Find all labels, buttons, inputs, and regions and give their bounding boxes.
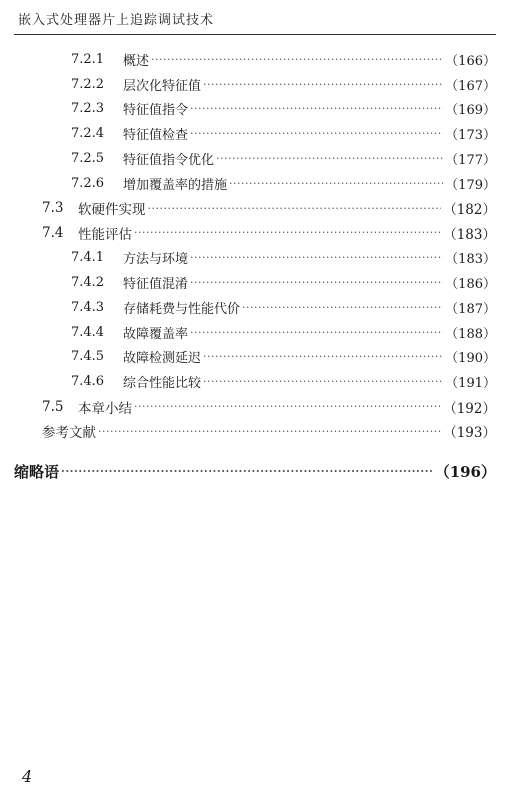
leader-dots — [98, 425, 441, 438]
leader-dots — [134, 226, 441, 239]
toc-title: 本章小结 — [78, 400, 132, 417]
leader-dots — [190, 326, 443, 339]
toc-entry-7-4-2[interactable] — [0, 270, 510, 295]
toc-page: （196） — [434, 463, 496, 482]
toc-title: 特征值指令 — [123, 103, 189, 119]
toc-page: （190） — [445, 351, 496, 367]
toc-entry-references[interactable] — [0, 419, 510, 444]
toc-page: （186） — [445, 277, 496, 293]
toc-entry-7-2-4[interactable] — [0, 121, 510, 146]
toc-title: 综合性能比较 — [123, 376, 202, 392]
toc-page: （179） — [445, 177, 496, 193]
toc-number: 7.2.1 — [71, 51, 105, 67]
toc-number: 7.4.6 — [71, 374, 105, 390]
running-header: 嵌入式处理器片上追踪调试技术 — [18, 13, 215, 28]
toc-page: （183） — [443, 226, 496, 243]
leader-dots — [190, 251, 443, 264]
toc-number: 7.2.5 — [71, 151, 105, 167]
toc-title: 性能评估 — [78, 226, 132, 243]
table-of-contents — [0, 47, 510, 486]
leader-dots — [203, 350, 443, 363]
page-number: 4 — [22, 767, 33, 786]
toc-page: （167） — [445, 78, 496, 94]
toc-title: 特征值检查 — [123, 128, 189, 144]
toc-number: 7.4.3 — [71, 299, 105, 315]
toc-page: （182） — [443, 202, 496, 219]
toc-number: 7.2.3 — [71, 101, 105, 117]
leader-dots — [190, 276, 443, 289]
leader-dots — [229, 177, 443, 190]
toc-entry-7-2-2[interactable] — [0, 72, 510, 97]
toc-page: （193） — [443, 425, 496, 442]
toc-number: 7.4.2 — [71, 275, 105, 291]
toc-number: 7.4 — [42, 224, 64, 241]
toc-entry-7-2-1[interactable] — [0, 47, 510, 72]
toc-page: （187） — [445, 301, 496, 317]
leader-dots — [190, 127, 443, 140]
header-rule — [14, 34, 496, 35]
toc-title: 特征值指令优化 — [123, 153, 215, 169]
toc-page: （183） — [445, 252, 496, 268]
toc-title: 层次化特征值 — [123, 78, 202, 94]
toc-number: 7.4.1 — [71, 250, 105, 266]
toc-entry-7-4-5[interactable] — [0, 345, 510, 370]
toc-title: 故障检测延迟 — [123, 351, 202, 367]
toc-title: 方法与环境 — [123, 252, 189, 268]
toc-entry-7-4-1[interactable] — [0, 245, 510, 270]
toc-number: 7.2.2 — [71, 76, 105, 92]
leader-dots — [242, 301, 443, 314]
toc-number: 7.2.6 — [71, 175, 105, 191]
toc-number: 7.3 — [42, 200, 64, 217]
toc-entry-7-2-5[interactable] — [0, 146, 510, 171]
toc-page: （188） — [445, 326, 496, 342]
leader-dots — [203, 78, 443, 91]
toc-title: 缩略语 — [14, 463, 60, 482]
toc-page: （173） — [445, 128, 496, 144]
leader-dots — [134, 400, 441, 413]
toc-entry-7-2-6[interactable] — [0, 171, 510, 196]
leader-dots — [61, 465, 433, 478]
toc-page: （169） — [445, 103, 496, 119]
leader-dots — [148, 202, 442, 215]
toc-title: 存储耗费与性能代价 — [123, 301, 241, 317]
toc-title: 概述 — [123, 53, 150, 69]
toc-page: （177） — [445, 153, 496, 169]
toc-title: 软硬件实现 — [78, 202, 146, 219]
toc-number: 7.4.5 — [71, 349, 105, 365]
leader-dots — [203, 375, 443, 388]
leader-dots — [151, 53, 443, 66]
toc-entry-7-4[interactable] — [0, 221, 510, 246]
toc-page: （166） — [445, 53, 496, 69]
toc-number: 7.2.4 — [71, 126, 105, 142]
toc-number: 7.4.4 — [71, 324, 105, 340]
toc-entry-7-5[interactable] — [0, 394, 510, 419]
leader-dots — [190, 102, 443, 115]
toc-page: （192） — [443, 400, 496, 417]
toc-title: 增加覆盖率的措施 — [123, 177, 228, 193]
toc-title: 特征值混淆 — [123, 277, 189, 293]
toc-entry-7-4-6[interactable] — [0, 369, 510, 394]
toc-entry-7-4-3[interactable] — [0, 295, 510, 320]
toc-number: 7.5 — [42, 398, 64, 415]
leader-dots — [216, 152, 443, 165]
toc-entry-7-4-4[interactable] — [0, 320, 510, 345]
toc-entry-7-3[interactable] — [0, 196, 510, 221]
toc-entry-abbreviations[interactable] — [0, 458, 510, 486]
toc-page: （191） — [445, 376, 496, 392]
toc-entry-7-2-3[interactable] — [0, 97, 510, 122]
toc-title: 参考文献 — [42, 425, 96, 442]
toc-title: 故障覆盖率 — [123, 326, 189, 342]
